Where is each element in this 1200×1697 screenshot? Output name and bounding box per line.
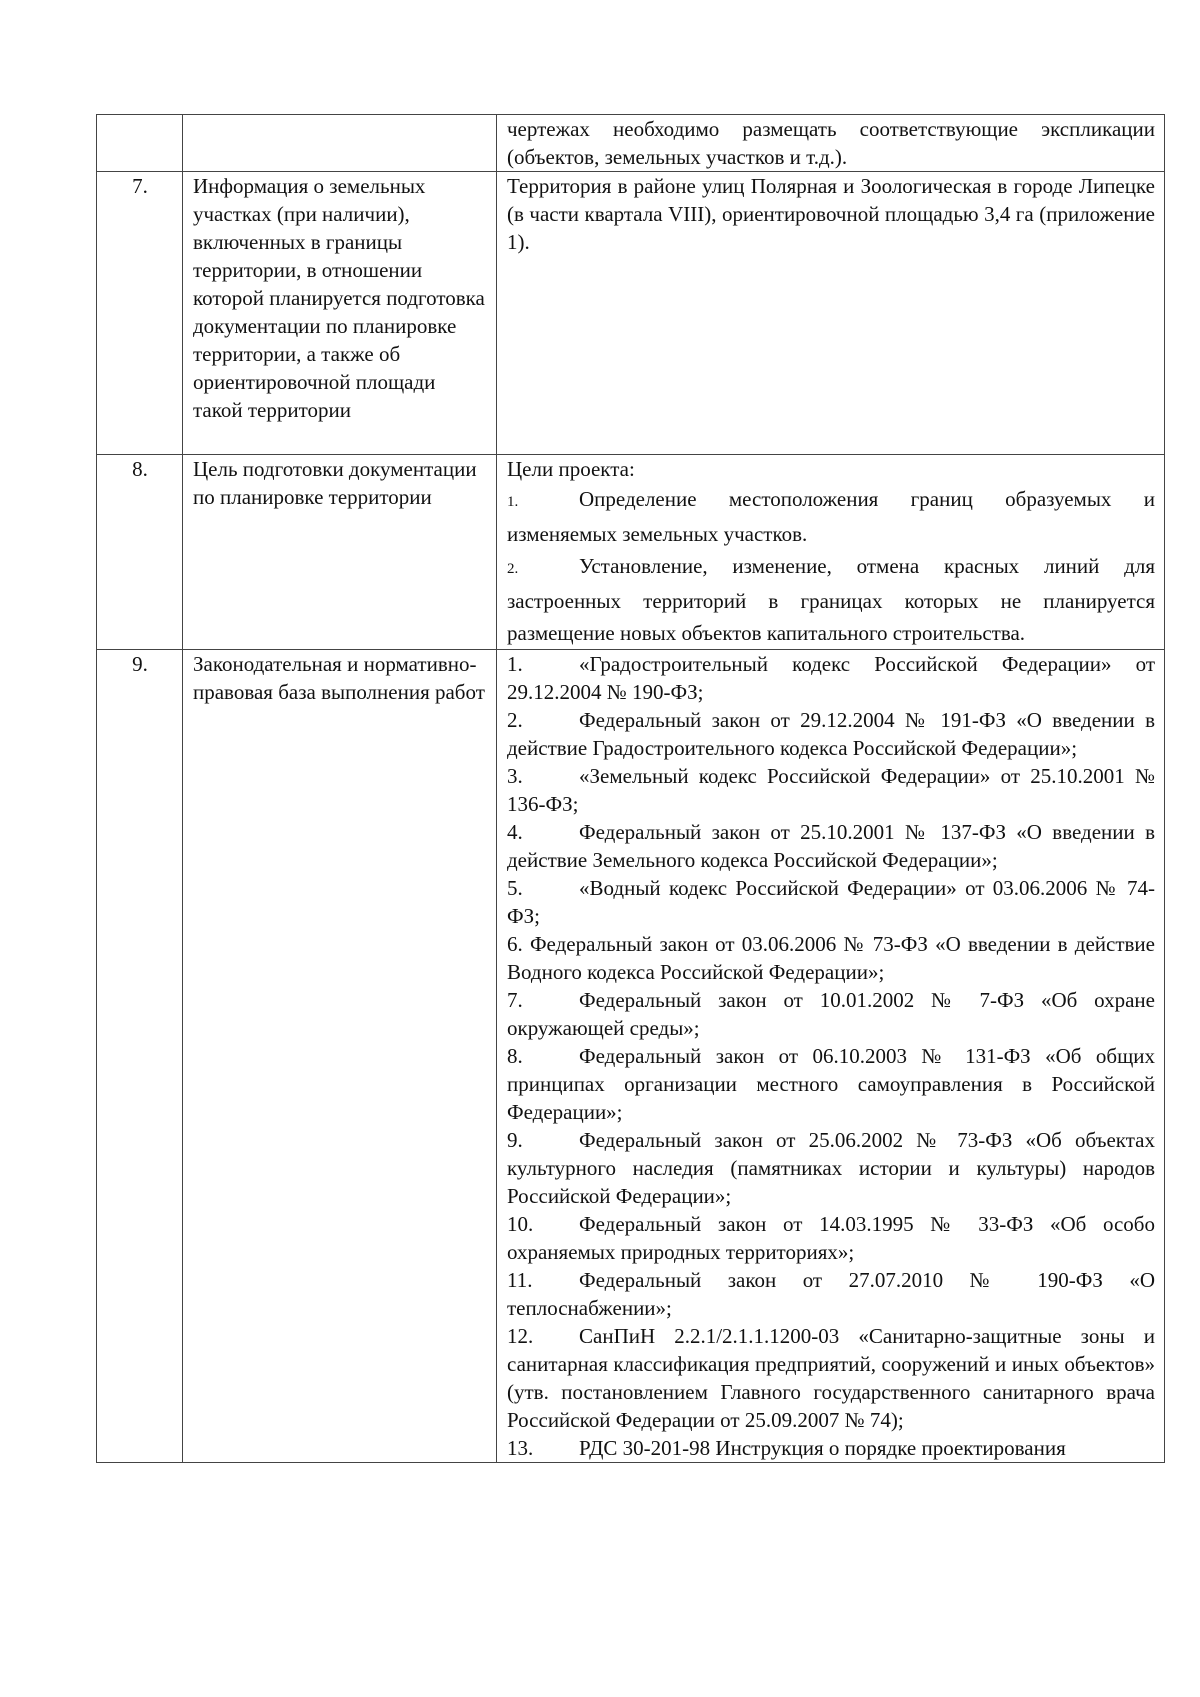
- row-topic: Цель подготовки документации по планировке территории: [183, 455, 497, 650]
- row-number: 7.: [97, 172, 183, 455]
- goal-item: [507, 550, 1155, 649]
- table-row: [97, 650, 1165, 1463]
- goal-item: [507, 483, 1155, 550]
- row-content: [497, 455, 1165, 650]
- row-content: [497, 115, 1165, 172]
- law-item: [507, 1042, 1155, 1126]
- law-text: 6. Федеральный закон от 03.06.2006 № 73-ФЗ «О введении в действие Водного кодекса Российской Федерации»;: [507, 932, 1155, 984]
- law-number: 9.: [507, 1128, 523, 1152]
- law-text: Федеральный закон от 25.10.2001 № 137-ФЗ «О введении в действие Земельного кодекса Российской Федерации»;: [507, 820, 1155, 872]
- law-item: [507, 986, 1155, 1042]
- law-item: [507, 1126, 1155, 1210]
- goal-number: 1.: [507, 494, 519, 510]
- row-number: [97, 115, 183, 172]
- law-number: 7.: [507, 988, 523, 1012]
- goal-number: 2.: [507, 561, 519, 577]
- table-row: [97, 172, 1165, 455]
- law-text: Федеральный закон от 27.07.2010 № 190-ФЗ «О теплоснабжении»;: [507, 1268, 1155, 1320]
- goal-text: Установление, изменение, отмена красных линий для застроенных территорий в границах которых не планируется размещение новых объектов капитального строительства.: [507, 554, 1155, 645]
- law-number: 1.: [507, 652, 523, 676]
- law-text: Федеральный закон от 14.03.1995 № 33-ФЗ «Об особо охраняемых природных территориях»;: [507, 1212, 1155, 1264]
- law-text: РДС 30-201-98 Инструкция о порядке проектирования: [579, 1436, 1066, 1460]
- law-text: «Земельный кодекс Российской Федерации» от 25.10.2001 № 136-ФЗ;: [507, 764, 1155, 816]
- law-number: 12.: [507, 1324, 534, 1348]
- law-item: [507, 874, 1155, 930]
- law-number: 2.: [507, 708, 523, 732]
- law-text: «Градостроительный кодекс Российской Федерации» от 29.12.2004 № 190-ФЗ;: [507, 652, 1155, 704]
- law-number: 5.: [507, 876, 523, 900]
- law-number: 8.: [507, 1044, 523, 1068]
- law-item: [507, 762, 1155, 818]
- law-text: «Водный кодекс Российской Федерации» от 03.06.2006 № 74-ФЗ;: [507, 876, 1155, 928]
- territory-description: Территория в районе улиц Полярная и Зоологическая в городе Липецке (в части квартала VIII), ориентировочной площадью 3,4 га (приложение 1).: [507, 174, 1155, 254]
- law-item: [507, 930, 1155, 986]
- row-content: [497, 650, 1165, 1463]
- goals-intro: Цели проекта:: [507, 457, 635, 481]
- row-number: 8.: [97, 455, 183, 650]
- law-text: Федеральный закон от 29.12.2004 № 191-ФЗ «О введении в действие Градостроительного кодекса Российской Федерации»;: [507, 708, 1155, 760]
- law-number: 4.: [507, 820, 523, 844]
- terms-table: [96, 114, 1165, 1463]
- law-item: [507, 818, 1155, 874]
- law-number: 10.: [507, 1212, 534, 1236]
- law-item: [507, 650, 1155, 706]
- law-item: [507, 706, 1155, 762]
- law-text: СанПиН 2.2.1/2.1.1.1200-03 «Санитарно-защитные зоны и санитарная классификация предприятий, сооружений и иных объектов» (утв. постановлением Главного государственного санитарного врача Российской Федерации от 25.09.2007 № 74);: [507, 1324, 1155, 1432]
- row-topic: [183, 115, 497, 172]
- law-number: 13.: [507, 1436, 534, 1460]
- row-content: [497, 172, 1165, 455]
- law-item: [507, 1266, 1155, 1322]
- law-text: Федеральный закон от 06.10.2003 № 131-ФЗ «Об общих принципах организации местного самоуправления в Российской Федерации»;: [507, 1044, 1155, 1124]
- law-number: 3.: [507, 764, 523, 788]
- table-row: [97, 115, 1165, 172]
- law-text: Федеральный закон от 10.01.2002 № 7-ФЗ «Об охране окружающей среды»;: [507, 988, 1155, 1040]
- row-topic: Информация о земельных участках (при наличии), включенных в границы территории, в отношении которой планируется подготовка документации по планировке территории, а также об ориентировочной площади такой территории: [183, 172, 497, 455]
- law-item: [507, 1322, 1155, 1434]
- row-number: 9.: [97, 650, 183, 1463]
- table-row: [97, 455, 1165, 650]
- continuation-text: чертежах необходимо размещать соответствующие экспликации (объектов, земельных участков и т.д.).: [507, 117, 1155, 169]
- law-item: [507, 1210, 1155, 1266]
- law-text: Федеральный закон от 25.06.2002 № 73-ФЗ «Об объектах культурного наследия (памятниках истории и культуры) народов Российской Федерации»;: [507, 1128, 1155, 1208]
- law-number: 11.: [507, 1268, 533, 1292]
- row-topic: Законодательная и нормативно-правовая база выполнения работ: [183, 650, 497, 1463]
- law-item: [507, 1434, 1155, 1462]
- goal-text: Определение местоположения границ образуемых и изменяемых земельных участков.: [507, 487, 1155, 546]
